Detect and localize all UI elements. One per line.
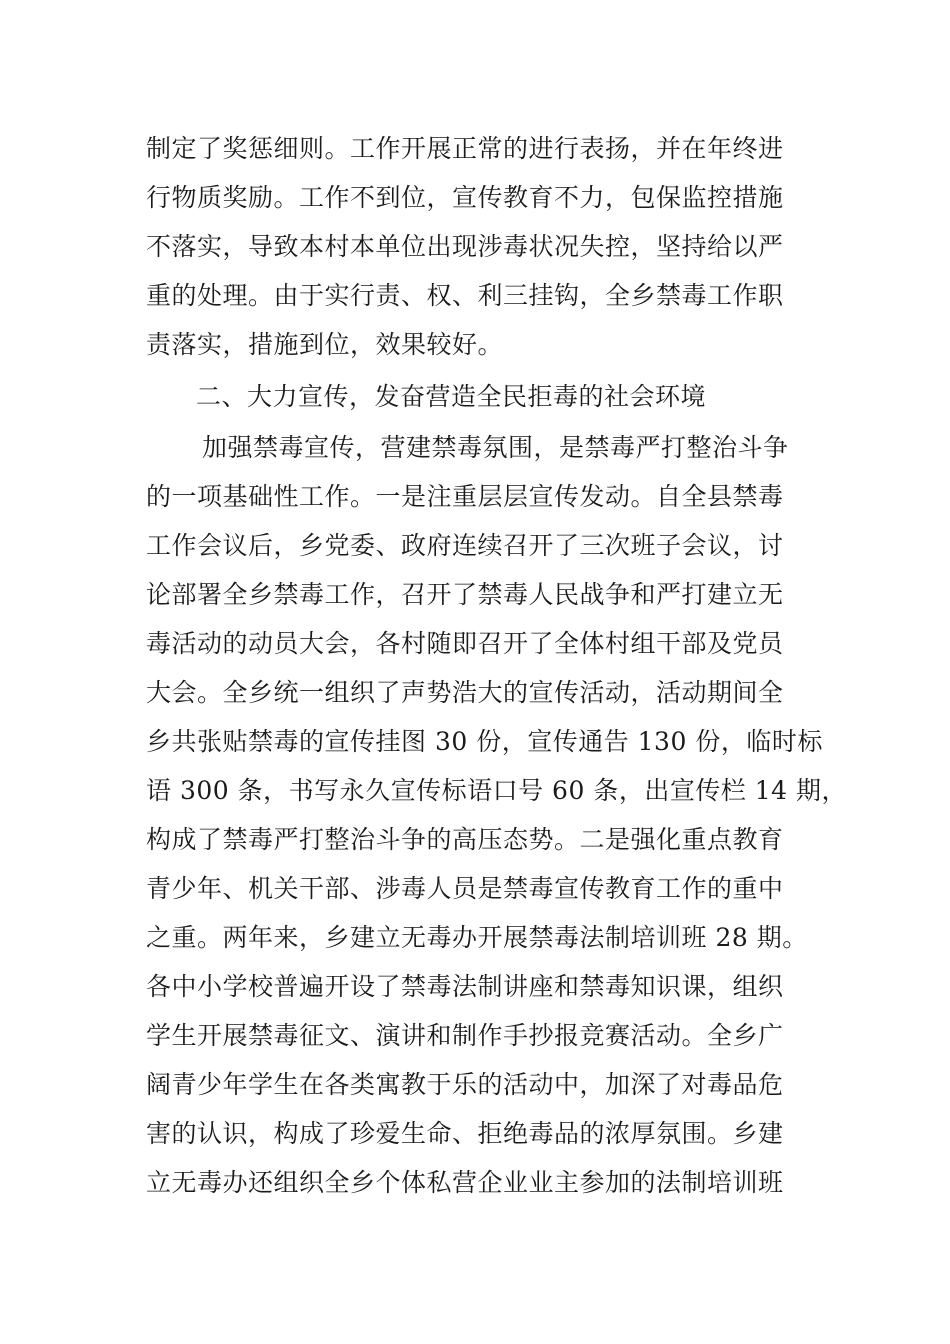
paragraph-2-line-1: 加强禁毒宣传，营建禁毒氛围，是禁毒严打整治斗争 bbox=[202, 433, 789, 462]
paragraph-2-line-10: 青少年、机关干部、涉毒人员是禁毒宣传教育工作的重中 bbox=[146, 874, 784, 903]
section-heading: 二、大力宣传，发奋营造全民拒毒的社会环境 bbox=[196, 382, 707, 411]
paragraph-1-line-5: 责落实，措施到位，效果较好。 bbox=[146, 330, 504, 359]
paragraph-1-line-3: 不落实，导致本村本单位出现涉毒状况失控，坚持给以严 bbox=[146, 232, 784, 261]
paragraph-2-line-2: 的一项基础性工作。一是注重层层宣传发动。自全县禁毒 bbox=[146, 482, 784, 511]
paragraph-2-line-6: 大会。全乡统一组织了声势浩大的宣传活动，活动期间全 bbox=[146, 678, 784, 707]
paragraph-2-line-7: 乡共张贴禁毒的宣传挂图 30 份，宣传通告 130 份，临时标 bbox=[146, 727, 823, 756]
paragraph-2-line-16: 立无毒办还组织全乡个体私营企业业主参加的法制培训班 bbox=[146, 1168, 784, 1197]
paragraph-2-line-4: 论部署全乡禁毒工作，召开了禁毒人民战争和严打建立无 bbox=[146, 580, 784, 609]
paragraph-2-line-3: 工作会议后，乡党委、政府连续召开了三次班子会议，讨 bbox=[146, 531, 784, 560]
paragraph-2-line-14: 阔青少年学生在各类寓教于乐的活动中，加深了对毒品危 bbox=[146, 1070, 784, 1099]
paragraph-2-line-8: 语 300 条，书写永久宣传标语口号 60 条，出宣传栏 14 期， bbox=[146, 776, 848, 805]
paragraph-2-line-13: 学生开展禁毒征文、演讲和制作手抄报竞赛活动。全乡广 bbox=[146, 1021, 784, 1050]
paragraph-2-line-12: 各中小学校普遍开设了禁毒法制讲座和禁毒知识课，组织 bbox=[146, 972, 784, 1001]
paragraph-2-line-15: 害的认识，构成了珍爱生命、拒绝毒品的浓厚氛围。乡建 bbox=[146, 1119, 784, 1148]
paragraph-1-line-1: 制定了奖惩细则。工作开展正常的进行表扬，并在年终进 bbox=[146, 134, 784, 163]
paragraph-2-line-9: 构成了禁毒严打整治斗争的高压态势。二是强化重点教育 bbox=[146, 825, 784, 854]
paragraph-1-line-4: 重的处理。由于实行责、权、利三挂钩，全乡禁毒工作职 bbox=[146, 281, 784, 310]
paragraph-1-line-2: 行物质奖励。工作不到位，宣传教育不力，包保监控措施 bbox=[146, 183, 784, 212]
paragraph-2-line-5: 毒活动的动员大会，各村随即召开了全体村组干部及党员 bbox=[146, 629, 784, 658]
paragraph-2-line-11: 之重。两年来，乡建立无毒办开展禁毒法制培训班 28 期。 bbox=[146, 923, 808, 952]
